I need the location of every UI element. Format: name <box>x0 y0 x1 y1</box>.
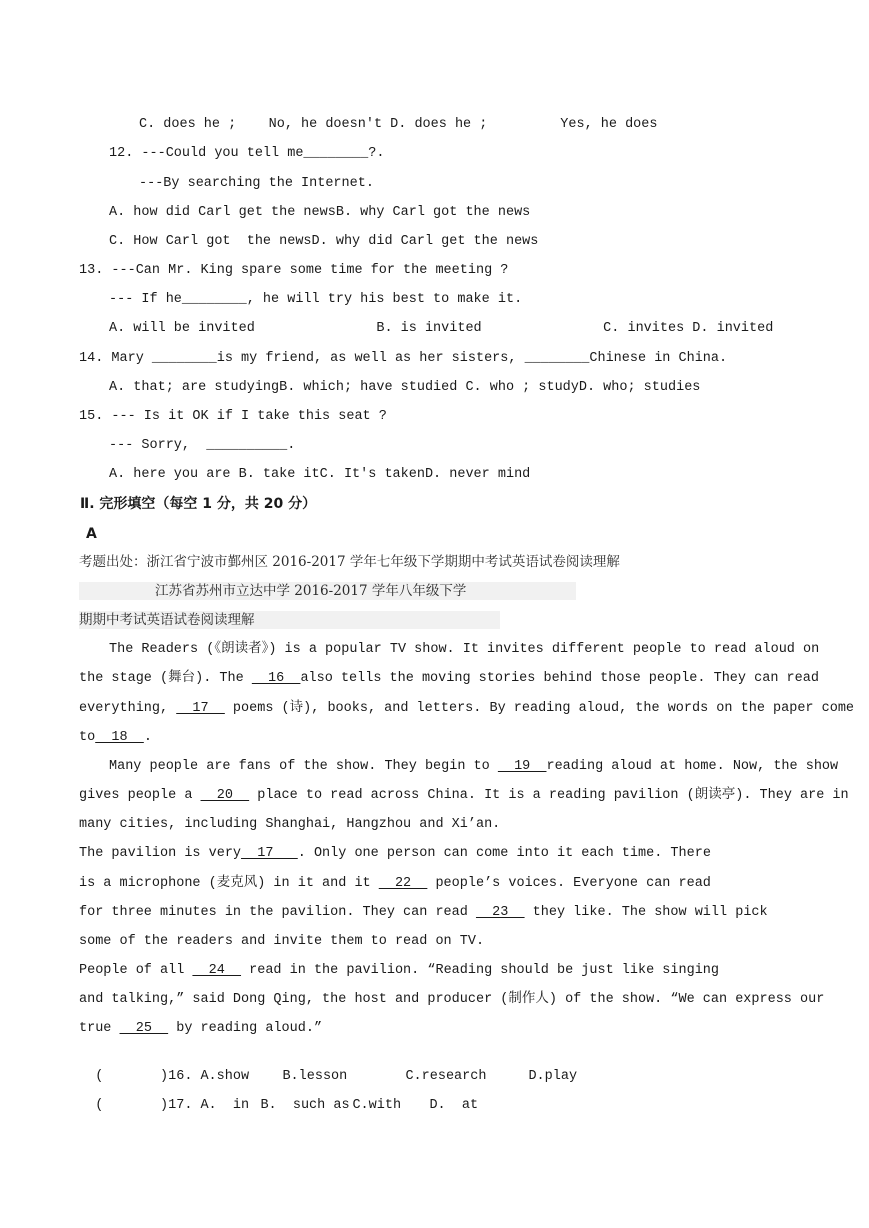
passage-p2-line2 <box>79 787 849 805</box>
option-c: C.with <box>352 1098 402 1113</box>
passage-p1-line2 <box>79 670 819 688</box>
blank-24: 24 <box>192 963 242 978</box>
passage-p4-line3 <box>79 1020 322 1038</box>
blank-16: 16 <box>251 671 301 686</box>
option-d: D. at <box>429 1098 479 1113</box>
passage-p1-line3 <box>79 700 854 718</box>
text: for three minutes in the pavilion. They can read <box>79 905 476 920</box>
passage-p3-line3 <box>79 904 768 922</box>
passage-p4-line1 <box>79 962 719 980</box>
q15-question: 15. --- Is it OK if I take this seat ? <box>79 409 387 424</box>
q12-options-cd: C. How Carl got the newsD. why did Carl get the news <box>109 234 539 249</box>
blank-17: 17 <box>176 701 225 716</box>
answer-paren[interactable]: ( ) <box>95 1069 169 1084</box>
text: The pavilion is very <box>79 846 242 861</box>
text: true <box>79 1021 120 1036</box>
answer-paren[interactable]: ( ) <box>95 1098 169 1113</box>
text: people’s voices. Everyone can read <box>427 876 711 891</box>
passage-p2-line1 <box>109 758 838 776</box>
q15-answer: --- Sorry, __________. <box>109 438 296 453</box>
option-b: B.lesson <box>282 1069 348 1084</box>
passage-p1-line1: The Readers (《朗读者》) is a popular TV show. It invites different people to read aloud on <box>109 642 820 657</box>
text: Many people are fans of the show. They begin to <box>109 759 498 774</box>
text: to <box>79 730 96 745</box>
source-line-2: 江苏省苏州市立达中学 2016-2017 学年八年级下学 <box>79 582 576 600</box>
passage-p3-line1 <box>79 845 711 863</box>
option-b: B. such as <box>260 1098 350 1113</box>
text: the stage (舞台). The <box>79 671 252 686</box>
q14-question: 14. Mary ________is my friend, as well as her sisters, ________Chinese in China. <box>79 351 728 366</box>
q12-options-ab: A. how did Carl get the newsB. why Carl got the news <box>109 205 531 220</box>
passage-p3-line2 <box>79 875 711 893</box>
passage-p4-line2: and talking,” said Dong Qing, the host and producer (制作人) of the show. “We can express our <box>79 992 825 1007</box>
text: . <box>143 730 152 745</box>
text: also tells the moving stories behind those people. They can read <box>300 671 819 686</box>
section-title: Ⅱ. 完形填空（每空 1 分，共 20 分） <box>80 496 317 512</box>
q12-answer: ---By searching the Internet. <box>139 176 374 191</box>
option-row-17 <box>79 1079 479 1113</box>
option-a: A.show <box>200 1069 250 1084</box>
q13-answer: --- If he________, he will try his best to make it. <box>109 292 523 307</box>
blank-20: 20 <box>200 788 250 803</box>
question-number: 17. <box>168 1098 193 1113</box>
blank-23: 23 <box>475 905 525 920</box>
q11-options-cd: C. does he ; No, he doesn′t D. does he ; Yes, he does <box>139 117 658 132</box>
text: gives people a <box>79 788 201 803</box>
text: read in the pavilion. “Reading should be just like singing <box>241 963 720 978</box>
text: poems (诗), books, and letters. By reading aloud, the words on the paper come <box>224 701 855 716</box>
q13-options: A. will be invited B. is invited C. invites D. invited <box>109 321 774 336</box>
part-label: A <box>86 526 97 542</box>
blank-21: 17 <box>241 846 298 861</box>
question-number: 16. <box>168 1069 193 1084</box>
option-c: C.research <box>405 1069 487 1084</box>
blank-25: 25 <box>119 1021 169 1036</box>
source-line-1: 考题出处：浙江省宁波市鄞州区 2016-2017 学年七年级下学期期中考试英语试卷阅读理解 <box>79 554 620 570</box>
text: by reading aloud.” <box>168 1021 323 1036</box>
passage-p1-line4 <box>79 729 152 747</box>
text: place to read across China. It is a reading pavilion (朗读亭). They are in <box>249 788 849 803</box>
option-row-16 <box>79 1050 578 1084</box>
option-d: D.play <box>528 1069 578 1084</box>
q14-options: A. that; are studyingB. which; have studied C. who ; studyD. who; studies <box>109 380 701 395</box>
text: is a microphone (麦克风) in it and it <box>79 876 379 891</box>
text: reading aloud at home. Now, the show <box>546 759 839 774</box>
passage-p2-line3: many cities, including Shanghai, Hangzhou and Xi’an. <box>79 817 501 832</box>
blank-18: 18 <box>95 730 144 745</box>
text: they like. The show will pick <box>524 905 768 920</box>
q13-question: 13. ---Can Mr. King spare some time for the meeting ? <box>79 263 509 278</box>
passage-p3-line4: some of the readers and invite them to read on TV. <box>79 934 485 949</box>
q12-question: 12. ---Could you tell me________?. <box>109 146 385 161</box>
text: everything, <box>79 701 177 716</box>
text: People of all <box>79 963 193 978</box>
blank-22: 22 <box>378 876 428 891</box>
source-line-3: 期期中考试英语试卷阅读理解 <box>79 611 500 629</box>
blank-19: 19 <box>497 759 547 774</box>
option-a: A. in <box>200 1098 250 1113</box>
text: . Only one person can come into it each time. There <box>297 846 711 861</box>
q15-options: A. here you are B. take itC. It′s takenD. never mind <box>109 467 531 482</box>
